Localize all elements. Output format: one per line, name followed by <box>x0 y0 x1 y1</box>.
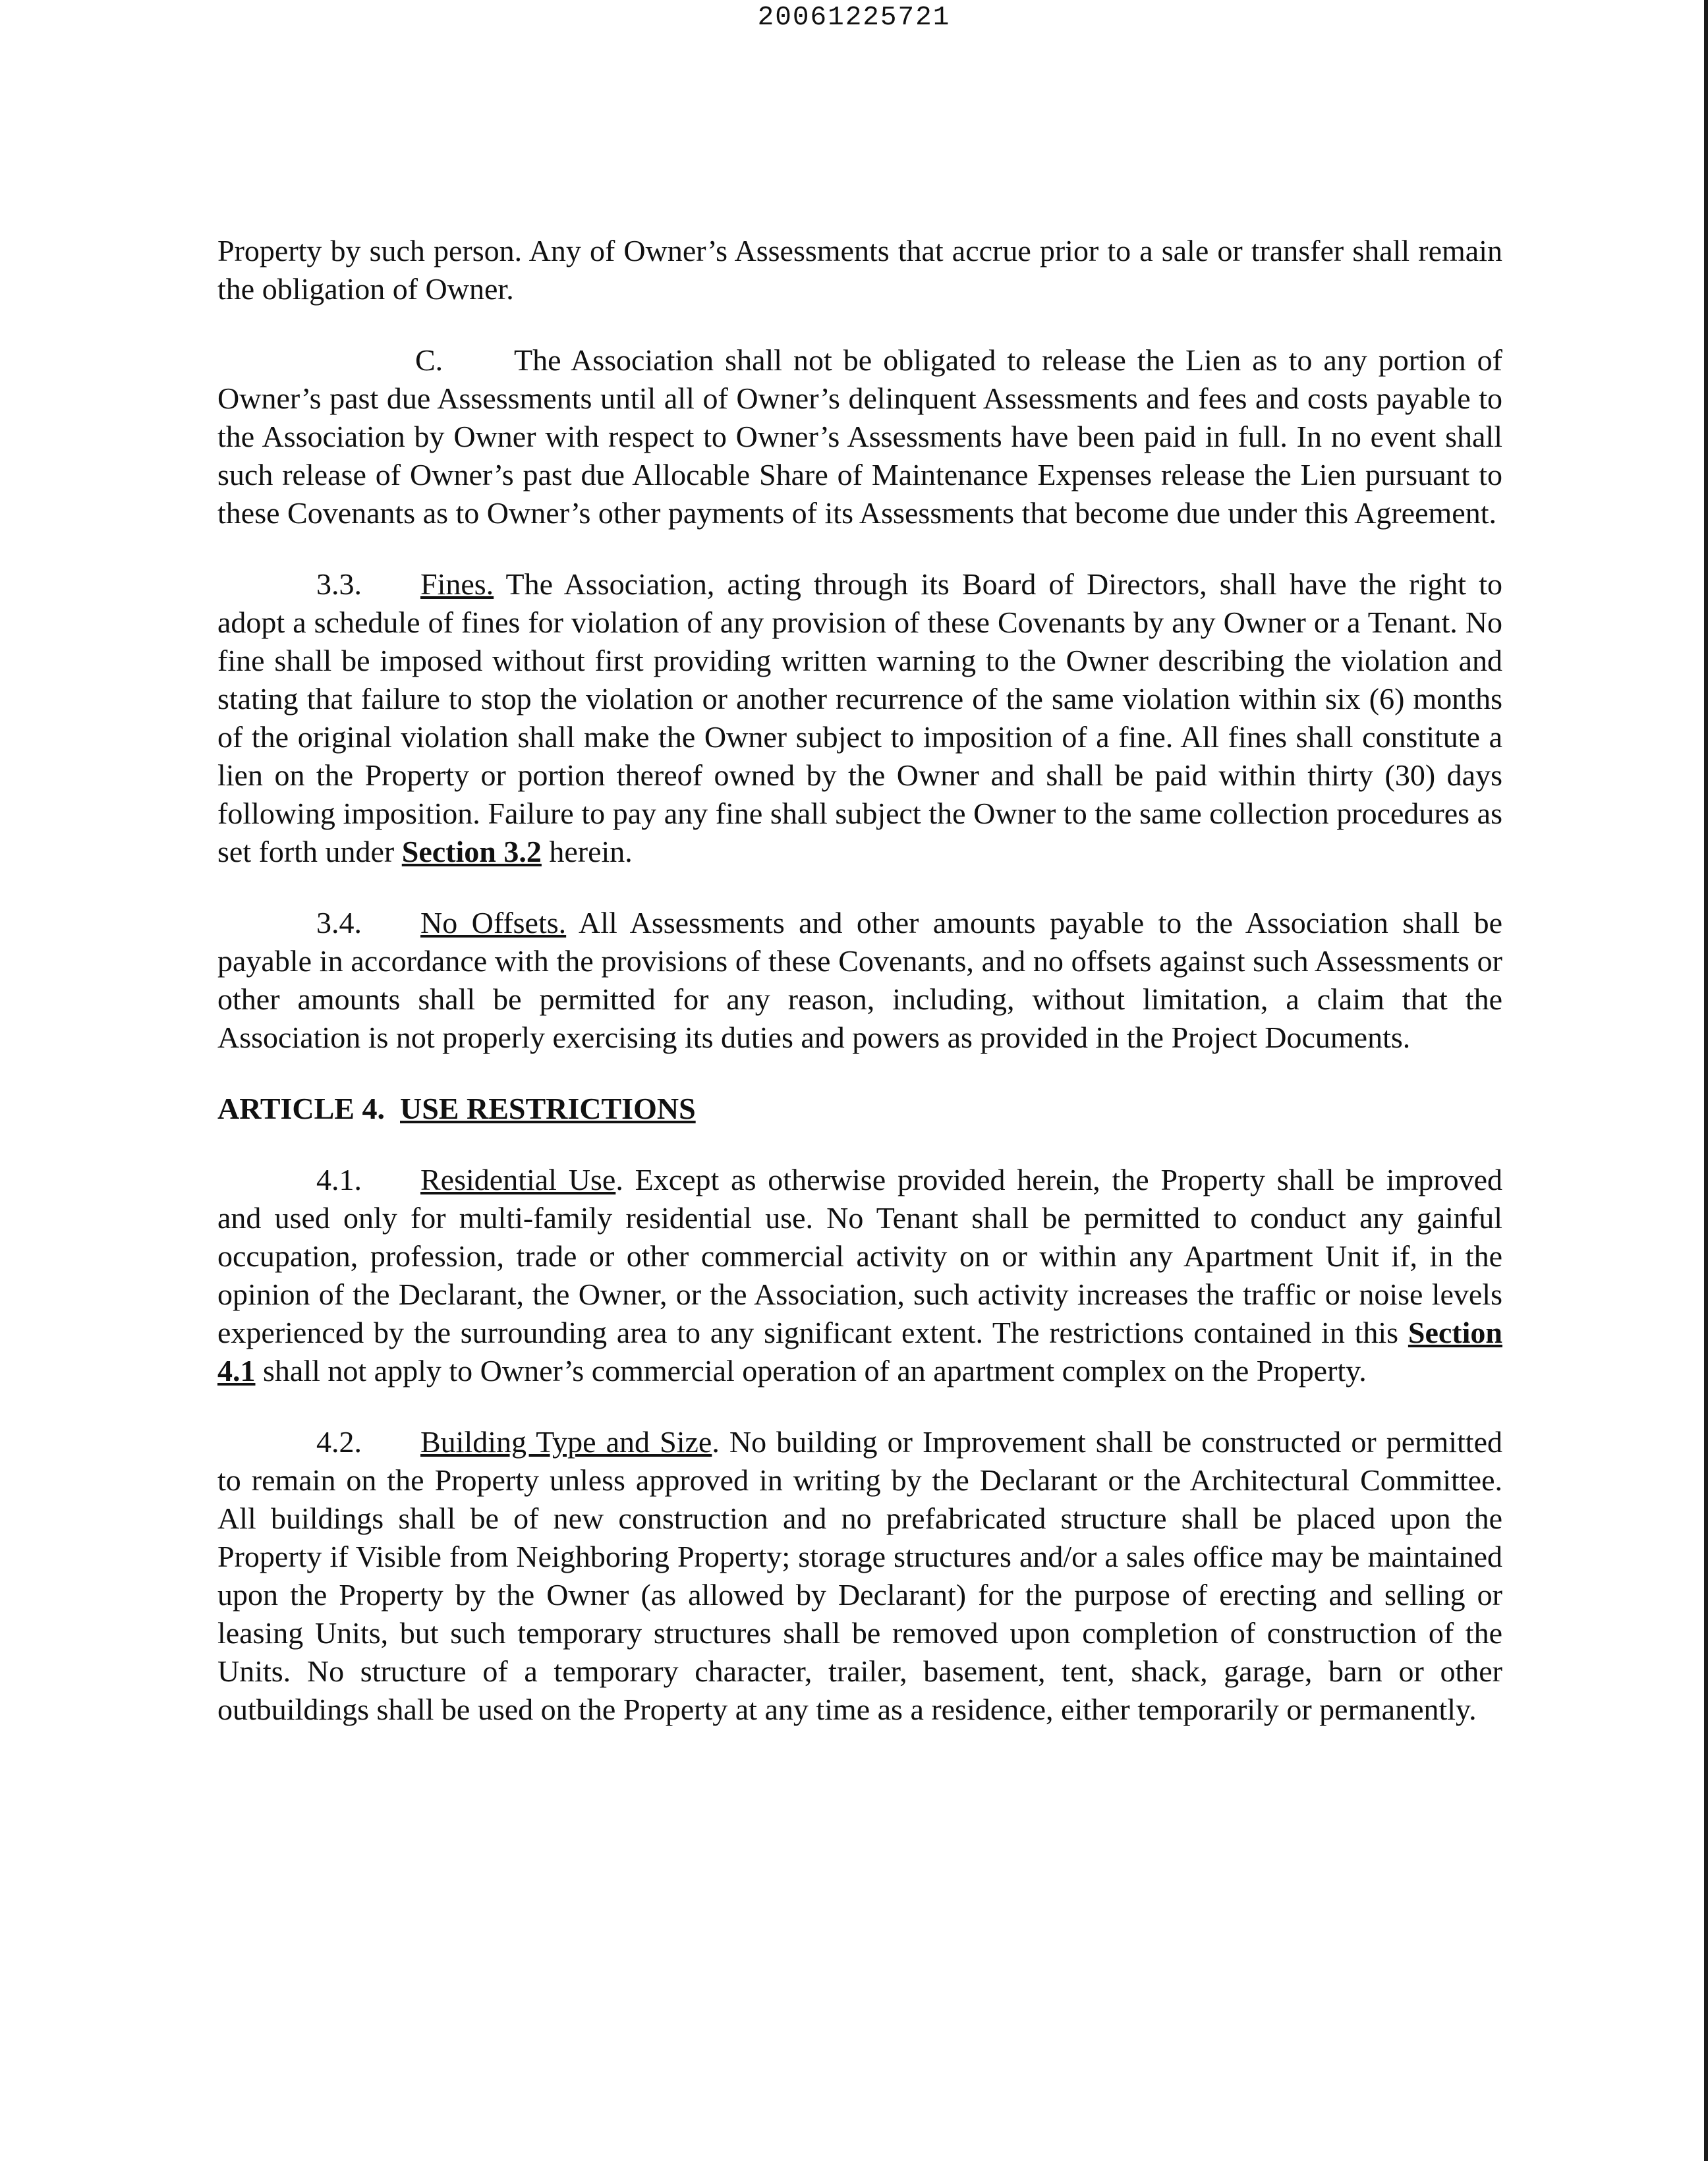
page-edge <box>1704 0 1708 2161</box>
section-4-1-text: . Except as otherwise provided herein, the Property shall be improved and used only for multi-family residential use. No Tenant shall be permitted to conduct any gainful occupation, profession, trade or other commercial activity on or within any Apartment Unit if, in the opinion of the Declarant, the Owner, or the Association, such activity increases the traffic or noise levels experienced by the surrounding area to any significant extent. The restrictions contained in this <box>217 1163 1502 1349</box>
paragraph-c-number: C. <box>415 343 443 377</box>
document-number: 20061225721 <box>757 3 951 33</box>
section-3-2-reference: Section 3.2 <box>401 835 542 868</box>
section-4-1-text-end: shall not apply to Owner’s commercial operation of an apartment complex on the Property. <box>255 1354 1367 1388</box>
section-4-2 <box>217 1423 1502 1729</box>
document-body <box>217 232 1502 1762</box>
section-4-1-reference: Section 4.1 <box>217 1316 1502 1388</box>
section-3-3-number: 3.3. <box>316 567 362 601</box>
paragraph-c <box>217 341 1502 532</box>
paragraph-c-text: The Association shall not be obligated to release the Lien as to any portion of Owner’s past due Assessments until all of Owner’s delinquent Assessments and fees and costs payable to the Association by Owner with respect to Owner’s Assessments have been paid in full. In no event shall such release of Owner’s past due Allocable Share of Maintenance Expenses release the Lien pursuant to these Covenants as to Owner’s other payments of its Assessments that become due under this Agreement. <box>217 343 1502 530</box>
paragraph-continuation: Property by such person. Any of Owner’s Assessments that accrue prior to a sale or transfer shall remain the obligation of Owner. <box>217 234 1502 306</box>
article-4-title: USE RESTRICTIONS <box>400 1092 696 1125</box>
section-4-2-title: Building Type and Size <box>420 1425 712 1459</box>
section-3-3 <box>217 565 1502 871</box>
section-4-1 <box>217 1161 1502 1390</box>
section-4-1-number: 4.1. <box>316 1163 362 1196</box>
section-3-4-text: All Assessments and other amounts payable to the Association shall be payable in accordance with the provisions of these Covenants, and no offsets against such Assessments or other amounts shall be permitted for any reason, including, without limitation, a claim that the Association is not properly exercising its duties and powers as provided in the Project Documents. <box>217 906 1502 1054</box>
section-4-1-title: Residential Use <box>420 1163 616 1196</box>
section-3-3-text-end: herein. <box>541 835 633 868</box>
section-3-4-number: 3.4. <box>316 906 362 940</box>
article-4-label: ARTICLE 4. <box>217 1092 385 1125</box>
section-3-3-text: The Association, acting through its Board of Directors, shall have the right to adopt a schedule of fines for violation of any provision of these Covenants by any Owner or a Tenant. No fine shall be imposed without first providing written warning to the Owner describing the violation and stating that failure to stop the violation or another recurrence of the same violation within six (6) months of the original violation shall make the Owner subject to imposition of a fine. All fines shall constitute a lien on the Property or portion thereof owned by the Owner and shall be paid within thirty (30) days following imposition. Failure to pay any fine shall subject the Owner to the same collection procedures as set forth under <box>217 567 1502 868</box>
article-4-heading <box>217 1090 1502 1128</box>
section-3-3-title: Fines. <box>420 567 494 601</box>
section-3-4 <box>217 904 1502 1057</box>
section-3-4-title: No Offsets. <box>420 906 567 940</box>
section-4-2-text: . No building or Improvement shall be constructed or permitted to remain on the Property unless approved in writing by the Declarant or the Architectural Committee. All buildings shall be of new construction and no prefabricated structure shall be placed upon the Property if Visible from Neighboring Property; storage structures and/or a sales office may be maintained upon the Property by the Owner (as allowed by Declarant) for the purpose of erecting and selling or leasing Units, but such temporary structures shall be removed upon completion of construction of the Units. No structure of a temporary character, trailer, basement, tent, shack, garage, barn or other outbuildings shall be used on the Property at any time as a residence, either temporarily or permanently. <box>217 1425 1503 1726</box>
section-4-2-number: 4.2. <box>316 1425 362 1459</box>
